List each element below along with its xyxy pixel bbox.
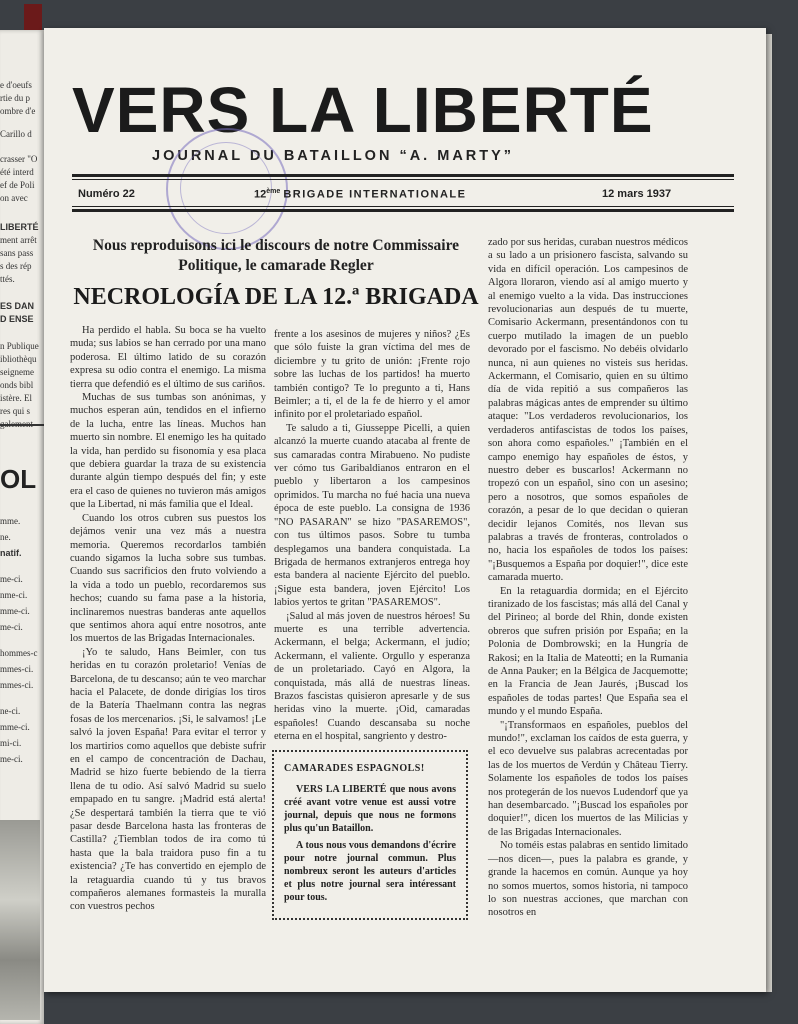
notice-paragraph-1: VERS LA LIBERTÉ que nous avons créé avant votre venue est aussi votre journal, depuis que nous ne formons plus qu'un Bataillon. [284,784,456,834]
adjacent-page-text: res qui s [0,406,30,416]
paragraph: En la retaguardia dormida; en el Ejército tiranizado de los fascistas; más allá del Canal y del Pirineo; al borde del Rhin, donde existen obreros que sufren prisión por España; en la Polonia de Dombrowski; en la Hungría de Rakosi; en la Italia de Mateotti; en la Rumania de Anna Pauker; en la Bélgica de Jacquemotte; en la Francia de Jean Jaurés, ¡Buscad los españoles de todas partes! Que España sea el mundo y el mundo España. [488,585,688,718]
adjacent-page-text: hommes-c [0,648,38,658]
adjacent-page-text: onds bibl [0,380,34,390]
newspaper-page [44,28,766,992]
adjacent-page-text: me-ci. [0,754,23,764]
adjacent-page-text: me-ci. [0,622,23,632]
adjacent-page-text: mme. [0,516,21,526]
adjacent-page-text: seigneme [0,367,34,377]
adjacent-page-rule [0,424,44,426]
paragraph: "¡Transformaos en españoles, pueblos del mundo!", exclaman los caídos de esta guerra, y el eco devuelve sus palabras acrecentadas por las de los muertos de Verdún y Château Tierry. Solamente los españoles de todos los países nos protegerán de los nuevos Ludendorf que ya han desembarcado. "¡Buscad los españoles por doquier!", dicen los muertos de las Milicias y de las Brigadas Internacionales. [488,719,688,838]
brigade-number: 12 [254,188,267,201]
adjacent-page-text: mi-ci. [0,738,22,748]
paragraph: frente a los asesinos de mujeres y niños? ¿Es que sólo fuiste la gran víctima del mes de diciembre y tu grito de unión: ¡Frente rojo sobre las luchas de los partidos! ha muerto también contigo? Te lo pregunto a ti, Hans Beimler; a ti, el de la fe de hierro y el amor infinito por el proletariado español. [274,329,470,421]
adjacent-page-text: mme-ci. [0,722,30,732]
header-rule-top-thin [72,179,734,180]
adjacent-page-text: on avec [0,193,28,203]
paragraph: Ha perdido el habla. Su boca se ha vuelto muda; sus labios se han cerrado por una mano poderosa. El último latido de su corazón expresa su odio contra el enemigo. La misma tierra que defendió es el último de sus cariños. [70,325,266,390]
paragraph: No toméis estas palabras en sentido limitado—nos dicen—, pues la palabra es grande, y grande la hacemos en común. Aunque ya hoy no somos muertos, somos historia, ni tampoco lo son nuestras acciones, que marchan con nosotros en [488,840,688,919]
header-rule-bottom-thin [72,206,734,207]
masthead-subtitle: JOURNAL DU BATAILLON “A. MARTY” [152,148,515,164]
adjacent-page-text: ne-ci. [0,706,21,716]
brigade-line [254,188,466,201]
adjacent-page-text: été interd [0,167,34,177]
adjacent-page-text: sans pass [0,248,34,258]
adjacent-page-text: ment arrêt [0,235,37,245]
adjacent-page-text: s des rép [0,261,32,271]
adjacent-page-text: D ENSE [0,314,34,324]
adjacent-page-text: n Publique [0,341,39,351]
adjacent-page-text: ef de Poli [0,180,35,190]
paragraph: Cuando los otros cubren sus puestos los dejámos venir una vez más a nuestra memoria. Queremos recordarlos también cuando sigamos la lucha sobre sus tumbas. Cuando sus sacrificios den fruto volviendo a la vida a todo un pueblo, recordaremos sus hechos; cuando su fama pase a la historia, inclinaremos nuestras banderas ante aquellos que sentimos ahora aquí entre nosotros, ante los muertos de las Brigadas Internacionales. [70,512,266,645]
header-rule-top [72,174,734,177]
paragraph: ¡Yo te saludo, Hans Beimler, con tus heridas en tu corazón proletario! Venías de Barcelona, de tu descanso; aún te veo marchar hacia el Palacete, de donde dirigías los tiros de la Batería Thaelmann contra las negras fosas de los mercenarios. ¡Si, le salvamos! ¡Le salvó la joven España! Para evitar el terror y los martirios como aquellos que debiste sufrir en el campo de concentración de Dachau, Madrid se hizo fuerte bebiendo de la tierra llena de tu odio. Así salvó Madrid su suelo empapado en tu sangre. ¡Madrid está alerta! ¿Se despertará también la tierra que te vió pasar desde Barcelona hasta las fronteras de Castilla? ¿Tiemblan todos de ira como tú hasta que la bala traidora puso fin a tu existencia? ¿Te has convertido en ejemplo de la retaguardia cuando tú y tus bravos compañeros alemanes formasteis la muralla con vuestros pechos [70,646,266,913]
notice-box [272,750,468,920]
paragraph: Muchas de sus tumbas son anónimas, y muchos esperan aún, tendidos en el infierno de la lucha, entre las líneas. Muchos han muerto sin nombre. El enemigo les ha quitado la vida, han perdido su fisonomía y esa placa que debiera guardar la traza de su existencia durante algún tiempo después del fin; y este era el caso de quienes no tuvieron más amigos que la Libertad, ni más familia que el Ideal. [70,392,266,511]
adjacent-page-text: mmes-ci. [0,680,34,690]
adjacent-page-photo [0,820,40,1020]
article-column-3 [488,236,688,926]
article-intro: Nous reproduisons ici le discours de notre Commissaire Politique, le camarade Regler [92,237,460,275]
paragraph: Te saludo a ti, Giusseppe Picelli, a quien alcanzó la muerte cuando atacaba al frente de sus camaradas contra Mirabueno. No pudiste ver cómo tus Garibaldianos entraron en el pueblo y libertaron a los campesinos oprimidos. Tu marcha no fué hacia una nueva época de este pueblo. La consigna de 1936 "NO PASARAN" se hizo "PASAREMOS", con tus últimos pasos. Sobre tu tumba desplegamos una bandera conquistada. La Brigada de hermanos extranjeros entrega hoy esta bandera al naciente Ejército del pueblo. ¡Sigue esta bandera, joven Ejército! Los labios yertos te gritan "PASAREMOS". [274,422,470,609]
adjacent-page-text: natif. [0,548,22,558]
page-edge-shadow [766,34,772,992]
adjacent-page-text: mme-ci. [0,606,30,616]
adjacent-page-text: e d'oeufs [0,80,32,90]
adjacent-page-text: nme-ci. [0,590,28,600]
adjacent-page-text: LIBERTÉ [0,222,39,232]
header-rule-bottom [72,209,734,212]
paragraph: ¡Salud al más joven de nuestros héroes! Su muerte es una terrible advertencia. Ackermann, el belga; Ackermann, el judío; Ackermann, el valiente. Orgullo y esperanza de un proletariado. Cayó en Algora, la conquistada, más allá de nuestras líneas. Brazos fascistas quisieron apresarle y de sus heridas vino la muerte. ¡Oid, camaradas españoles! Cuando descansaba su noche eterna en el hospital, sangriento y destro- [274,610,470,743]
adjacent-page-text: ttés. [0,274,15,284]
masthead-title: VERS LA LIBERTÉ [72,74,654,146]
adjacent-page-text: crasser "O [0,154,38,164]
adjacent-page-text: rtie du p [0,93,30,103]
notice-title: CAMARADES ESPAGNOLS! [284,763,425,774]
adjacent-page-text: ibliothèqu [0,354,37,364]
adjacent-page-text: ne. [0,532,11,542]
adjacent-page-text: mmes-ci. [0,664,34,674]
adjacent-page-heading: OL [0,464,37,494]
adjacent-page-edge [0,30,44,1024]
adjacent-page-text: Carillo d [0,129,32,139]
adjacent-page-text: ombre d'e [0,106,36,116]
paragraph: zado por sus heridas, curaban nuestros médicos a su lado a un prisionero fascista, salvando su vida en difícil operación. Los campesinos de Algora lloraron, viendo así al amigo muerto y al enemigo vuelto a la vida. Das instrucciones revolucionarias aun después de tu muerte, Comisario Ackermann, presentándonos con tu cuerpo mutilado la imagen de un pueblo devorado por el fascismo. No debéis olvidarlo nunca, ni aun quienes no visteis sus heridas. Ackermann, el Comisario, quien en su último día de vida repitió a sus compañeros las palabras mágicas antes de emprender su último ataque: "Los verdaderos revolucionarios, los verdaderos antifascistas de todos los países, son ahora como españoles." ¡También en el campo enemigo hay españoles de éstos, y nuestro deber es buscarlos! Ackermann no tropezó con un español, sino con un asesino; pero a nosotros, que somos españoles de corazón, a pesar de lo que decidan o quieran decidir lejanos Comités, nos llevan sus palabras a través de fronteras, controlados o no, hacia los españoles de todos los países: "¡Busquemos a España por doquier!", dice este camarada muerto. [488,237,688,584]
article-column-1 [70,324,266,920]
article-headline: NECROLOGÍA DE LA 12.ª BRIGADA [73,284,479,310]
adjacent-page-text: ES DAN [0,301,35,311]
brigade-ordinal: ème [266,188,281,195]
brigade-name: BRIGADE INTERNATIONALE [283,188,467,201]
notice-paragraph-2: A tous nous vous demandons d'écrire pour notre journal commun. Plus nombreux seront les auteurs d'articles et plus notre journal sera intéressant pour tous. [284,840,456,903]
issue-number: Numéro 22 [78,188,135,200]
adjacent-page-text: istère. El [0,393,32,403]
adjacent-page-text: me-ci. [0,574,23,584]
issue-date: 12 mars 1937 [602,188,672,200]
red-bookmark-tab [24,4,42,30]
article-column-2 [274,328,470,743]
